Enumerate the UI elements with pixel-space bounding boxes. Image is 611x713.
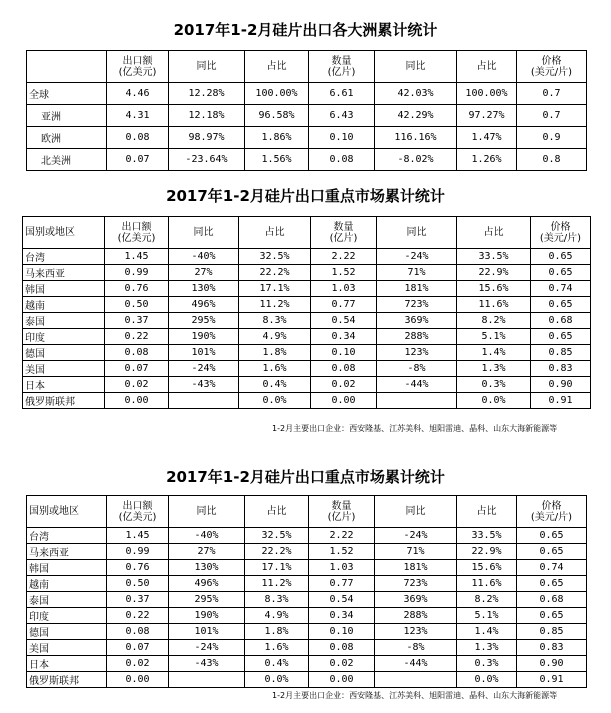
data-cell: 1.45: [105, 249, 169, 265]
data-cell: 0.02: [107, 656, 169, 672]
data-cell: 71%: [377, 265, 457, 281]
data-cell: 0.65: [517, 544, 587, 560]
table-row: [23, 297, 591, 313]
header-cell: 出口额 (亿美元): [107, 51, 169, 83]
header-cell: 数量 (亿片): [311, 217, 377, 249]
header-cell: 占比: [245, 51, 309, 83]
data-cell: 1.6%: [239, 361, 311, 377]
data-cell: 1.6%: [245, 640, 309, 656]
row-label-cell: 欧洲: [27, 127, 107, 149]
header-cell: 同比: [375, 51, 457, 83]
data-cell: 1.45: [107, 528, 169, 544]
data-cell: 0.22: [107, 608, 169, 624]
data-cell: 32.5%: [245, 528, 309, 544]
data-cell: 0.3%: [457, 656, 517, 672]
data-cell: 295%: [169, 313, 239, 329]
data-cell: 1.4%: [457, 345, 531, 361]
data-cell: 0.08: [309, 149, 375, 171]
row-label-cell: 印度: [23, 329, 105, 345]
data-cell: 5.1%: [457, 608, 517, 624]
header-cell: 价格 (美元/片): [517, 496, 587, 528]
data-cell: 98.97%: [169, 127, 245, 149]
data-cell: 6.61: [309, 83, 375, 105]
header-cell: 同比: [169, 496, 245, 528]
data-cell: 0.07: [105, 361, 169, 377]
data-cell: 0.85: [531, 345, 591, 361]
data-cell: 0.4%: [239, 377, 311, 393]
table-row: [27, 149, 587, 171]
table-row: [23, 329, 591, 345]
data-cell: 4.9%: [245, 608, 309, 624]
data-cell: 15.6%: [457, 281, 531, 297]
data-cell: 4.46: [107, 83, 169, 105]
data-cell: 42.29%: [375, 105, 457, 127]
header-cell: 国别或地区: [27, 496, 107, 528]
row-label-cell: 北美洲: [27, 149, 107, 171]
data-cell: 97.27%: [457, 105, 517, 127]
data-cell: 295%: [169, 592, 245, 608]
row-label-cell: 美国: [27, 640, 107, 656]
header-cell: 同比: [169, 217, 239, 249]
data-cell: 496%: [169, 297, 239, 313]
row-label-cell: 韩国: [27, 560, 107, 576]
table-row: [27, 105, 587, 127]
data-cell: 0.08: [309, 640, 375, 656]
data-cell: 0.74: [531, 281, 591, 297]
row-label-cell: 马来西亚: [27, 544, 107, 560]
data-cell: 0.65: [517, 528, 587, 544]
table-row: [27, 656, 587, 672]
data-cell: 0.00: [311, 393, 377, 409]
row-label-cell: 台湾: [23, 249, 105, 265]
data-cell: [377, 393, 457, 409]
data-cell: 0.10: [311, 345, 377, 361]
data-cell: 0.99: [107, 544, 169, 560]
data-cell: 0.02: [311, 377, 377, 393]
data-cell: 0.37: [107, 592, 169, 608]
row-label-cell: 亚洲: [27, 105, 107, 127]
table-row: [27, 592, 587, 608]
data-cell: 101%: [169, 624, 245, 640]
data-cell: 33.5%: [457, 249, 531, 265]
data-cell: -8.02%: [375, 149, 457, 171]
data-cell: 0.0%: [239, 393, 311, 409]
data-cell: 42.03%: [375, 83, 457, 105]
data-cell: 71%: [375, 544, 457, 560]
data-cell: 0.9: [517, 127, 587, 149]
data-cell: -8%: [375, 640, 457, 656]
data-cell: 0.08: [105, 345, 169, 361]
data-cell: 0.54: [311, 313, 377, 329]
data-cell: 0.34: [309, 608, 375, 624]
data-cell: [169, 672, 245, 688]
row-label-cell: 德国: [23, 345, 105, 361]
data-cell: 11.2%: [245, 576, 309, 592]
data-cell: 0.02: [105, 377, 169, 393]
data-cell: 0.83: [531, 361, 591, 377]
data-cell: 123%: [377, 345, 457, 361]
data-cell: 0.0%: [245, 672, 309, 688]
data-cell: 27%: [169, 265, 239, 281]
row-label-cell: 泰国: [23, 313, 105, 329]
data-cell: -43%: [169, 656, 245, 672]
header-cell: 同比: [377, 217, 457, 249]
data-cell: 0.65: [531, 249, 591, 265]
table-header-row: [23, 217, 591, 249]
data-cell: 116.16%: [375, 127, 457, 149]
row-label-cell: 全球: [27, 83, 107, 105]
header-cell: 同比: [169, 51, 245, 83]
row-label-cell: 越南: [23, 297, 105, 313]
data-cell: 369%: [375, 592, 457, 608]
data-cell: 0.00: [107, 672, 169, 688]
data-cell: 32.5%: [239, 249, 311, 265]
data-cell: 17.1%: [239, 281, 311, 297]
row-label-cell: 台湾: [27, 528, 107, 544]
table-row: [27, 544, 587, 560]
data-cell: 0.08: [107, 127, 169, 149]
header-cell: 国别或地区: [23, 217, 105, 249]
section-2-title: 2017年1-2月硅片出口重点市场累计统计: [166, 187, 445, 205]
row-label-cell: 日本: [27, 656, 107, 672]
data-cell: 2.22: [311, 249, 377, 265]
data-cell: 0.85: [517, 624, 587, 640]
data-cell: 0.65: [531, 297, 591, 313]
data-cell: 723%: [375, 576, 457, 592]
data-cell: 0.76: [107, 560, 169, 576]
data-cell: 22.2%: [239, 265, 311, 281]
data-cell: 1.8%: [239, 345, 311, 361]
data-cell: 100.00%: [457, 83, 517, 105]
data-cell: 723%: [377, 297, 457, 313]
row-label-cell: 日本: [23, 377, 105, 393]
table-row: [23, 361, 591, 377]
header-cell: 出口额 (亿美元): [105, 217, 169, 249]
data-cell: 369%: [377, 313, 457, 329]
data-cell: 1.52: [311, 265, 377, 281]
table-row: [27, 608, 587, 624]
data-cell: 17.1%: [245, 560, 309, 576]
data-cell: 0.68: [517, 592, 587, 608]
header-cell: [27, 51, 107, 83]
table-row: [23, 393, 591, 409]
header-cell: 占比: [239, 217, 311, 249]
data-cell: 1.03: [311, 281, 377, 297]
data-cell: 0.65: [517, 576, 587, 592]
table-row: [23, 281, 591, 297]
data-cell: 0.08: [311, 361, 377, 377]
header-cell: 占比: [457, 51, 517, 83]
data-cell: 1.3%: [457, 640, 517, 656]
data-cell: 0.50: [105, 297, 169, 313]
data-cell: -8%: [377, 361, 457, 377]
data-cell: 8.3%: [239, 313, 311, 329]
data-cell: 0.83: [517, 640, 587, 656]
table-row: [23, 313, 591, 329]
data-cell: 0.0%: [457, 393, 531, 409]
table-row: [27, 624, 587, 640]
row-label-cell: 印度: [27, 608, 107, 624]
header-cell: 数量 (亿片): [309, 51, 375, 83]
data-cell: 0.65: [517, 608, 587, 624]
data-cell: 0.34: [311, 329, 377, 345]
data-cell: 15.6%: [457, 560, 517, 576]
data-cell: -44%: [377, 377, 457, 393]
data-cell: 96.58%: [245, 105, 309, 127]
data-cell: 0.00: [105, 393, 169, 409]
data-cell: 0.7: [517, 105, 587, 127]
table-row: [27, 560, 587, 576]
data-cell: 0.02: [309, 656, 375, 672]
data-cell: 0.65: [531, 329, 591, 345]
data-cell: -24%: [169, 361, 239, 377]
data-cell: 1.4%: [457, 624, 517, 640]
data-cell: 8.3%: [245, 592, 309, 608]
data-cell: 0.07: [107, 640, 169, 656]
data-cell: 0.76: [105, 281, 169, 297]
data-cell: 6.43: [309, 105, 375, 127]
table-row: [27, 127, 587, 149]
table-row: [23, 345, 591, 361]
data-cell: 22.9%: [457, 544, 517, 560]
row-label-cell: 马来西亚: [23, 265, 105, 281]
data-cell: 0.0%: [457, 672, 517, 688]
data-cell: 5.1%: [457, 329, 531, 345]
data-cell: 181%: [375, 560, 457, 576]
data-cell: -24%: [375, 528, 457, 544]
data-cell: 2.22: [309, 528, 375, 544]
data-cell: 0.37: [105, 313, 169, 329]
data-cell: 1.52: [309, 544, 375, 560]
table-row: [27, 640, 587, 656]
data-cell: 12.18%: [169, 105, 245, 127]
data-cell: 0.7: [517, 83, 587, 105]
data-cell: 0.74: [517, 560, 587, 576]
data-cell: 11.6%: [457, 297, 531, 313]
row-label-cell: 泰国: [27, 592, 107, 608]
data-cell: 288%: [375, 608, 457, 624]
data-cell: 0.4%: [245, 656, 309, 672]
data-cell: 27%: [169, 544, 245, 560]
data-cell: 0.10: [309, 127, 375, 149]
row-label-cell: 韩国: [23, 281, 105, 297]
data-cell: 100.00%: [245, 83, 309, 105]
table-header-row: [27, 51, 587, 83]
data-cell: 0.08: [107, 624, 169, 640]
data-cell: 123%: [375, 624, 457, 640]
data-cell: 11.2%: [239, 297, 311, 313]
data-cell: 0.54: [309, 592, 375, 608]
data-cell: [169, 393, 239, 409]
data-cell: [375, 672, 457, 688]
table-row: [27, 528, 587, 544]
section-3-table: [26, 495, 587, 688]
data-cell: 0.99: [105, 265, 169, 281]
data-cell: -44%: [375, 656, 457, 672]
data-cell: 1.26%: [457, 149, 517, 171]
header-cell: 占比: [245, 496, 309, 528]
data-cell: 22.9%: [457, 265, 531, 281]
data-cell: 190%: [169, 608, 245, 624]
data-cell: -23.64%: [169, 149, 245, 171]
data-cell: 0.91: [531, 393, 591, 409]
data-cell: 8.2%: [457, 313, 531, 329]
data-cell: -40%: [169, 249, 239, 265]
data-cell: 0.3%: [457, 377, 531, 393]
data-cell: 0.8: [517, 149, 587, 171]
data-cell: 130%: [169, 281, 239, 297]
data-cell: 0.90: [531, 377, 591, 393]
data-cell: 1.56%: [245, 149, 309, 171]
header-cell: 价格 (美元/片): [517, 51, 587, 83]
data-cell: 0.77: [309, 576, 375, 592]
table-row: [23, 249, 591, 265]
data-cell: 4.31: [107, 105, 169, 127]
section-1-title: 2017年1-2月硅片出口各大洲累计统计: [173, 21, 438, 39]
data-cell: 1.03: [309, 560, 375, 576]
data-cell: 130%: [169, 560, 245, 576]
data-cell: 1.8%: [245, 624, 309, 640]
section-2-note: 1-2月主要出口企业：西安隆基、江苏美科、旭阳雷迪、晶科、山东大海新能源等: [272, 424, 558, 433]
data-cell: 0.50: [107, 576, 169, 592]
data-cell: 1.3%: [457, 361, 531, 377]
data-cell: -43%: [169, 377, 239, 393]
data-cell: 0.07: [107, 149, 169, 171]
data-cell: 0.77: [311, 297, 377, 313]
header-cell: 数量 (亿片): [309, 496, 375, 528]
data-cell: -24%: [169, 640, 245, 656]
data-cell: 496%: [169, 576, 245, 592]
data-cell: -24%: [377, 249, 457, 265]
data-cell: 0.65: [531, 265, 591, 281]
data-cell: 0.00: [309, 672, 375, 688]
header-cell: 占比: [457, 496, 517, 528]
data-cell: 4.9%: [239, 329, 311, 345]
row-label-cell: 德国: [27, 624, 107, 640]
data-cell: 22.2%: [245, 544, 309, 560]
section-2-table: [22, 216, 591, 409]
data-cell: 1.47%: [457, 127, 517, 149]
data-cell: 11.6%: [457, 576, 517, 592]
header-cell: 同比: [375, 496, 457, 528]
data-cell: 8.2%: [457, 592, 517, 608]
data-cell: 288%: [377, 329, 457, 345]
data-cell: 12.28%: [169, 83, 245, 105]
table-row: [27, 672, 587, 688]
row-label-cell: 越南: [27, 576, 107, 592]
row-label-cell: 俄罗斯联邦: [27, 672, 107, 688]
header-cell: 出口额 (亿美元): [107, 496, 169, 528]
table-row: [23, 377, 591, 393]
data-cell: -40%: [169, 528, 245, 544]
data-cell: 0.22: [105, 329, 169, 345]
row-label-cell: 俄罗斯联邦: [23, 393, 105, 409]
data-cell: 101%: [169, 345, 239, 361]
row-label-cell: 美国: [23, 361, 105, 377]
table-row: [27, 83, 587, 105]
data-cell: 33.5%: [457, 528, 517, 544]
table-header-row: [27, 496, 587, 528]
data-cell: 0.68: [531, 313, 591, 329]
data-cell: 181%: [377, 281, 457, 297]
data-cell: 0.90: [517, 656, 587, 672]
section-3-title: 2017年1-2月硅片出口重点市场累计统计: [166, 468, 445, 486]
section-3-note: 1-2月主要出口企业：西安隆基、江苏美科、旭阳雷迪、晶科、山东大海新能源等: [272, 691, 558, 700]
section-1-table: [26, 50, 587, 171]
header-cell: 占比: [457, 217, 531, 249]
table-row: [23, 265, 591, 281]
header-cell: 价格 (美元/片): [531, 217, 591, 249]
data-cell: 1.86%: [245, 127, 309, 149]
table-row: [27, 576, 587, 592]
data-cell: 190%: [169, 329, 239, 345]
data-cell: 0.91: [517, 672, 587, 688]
data-cell: 0.10: [309, 624, 375, 640]
